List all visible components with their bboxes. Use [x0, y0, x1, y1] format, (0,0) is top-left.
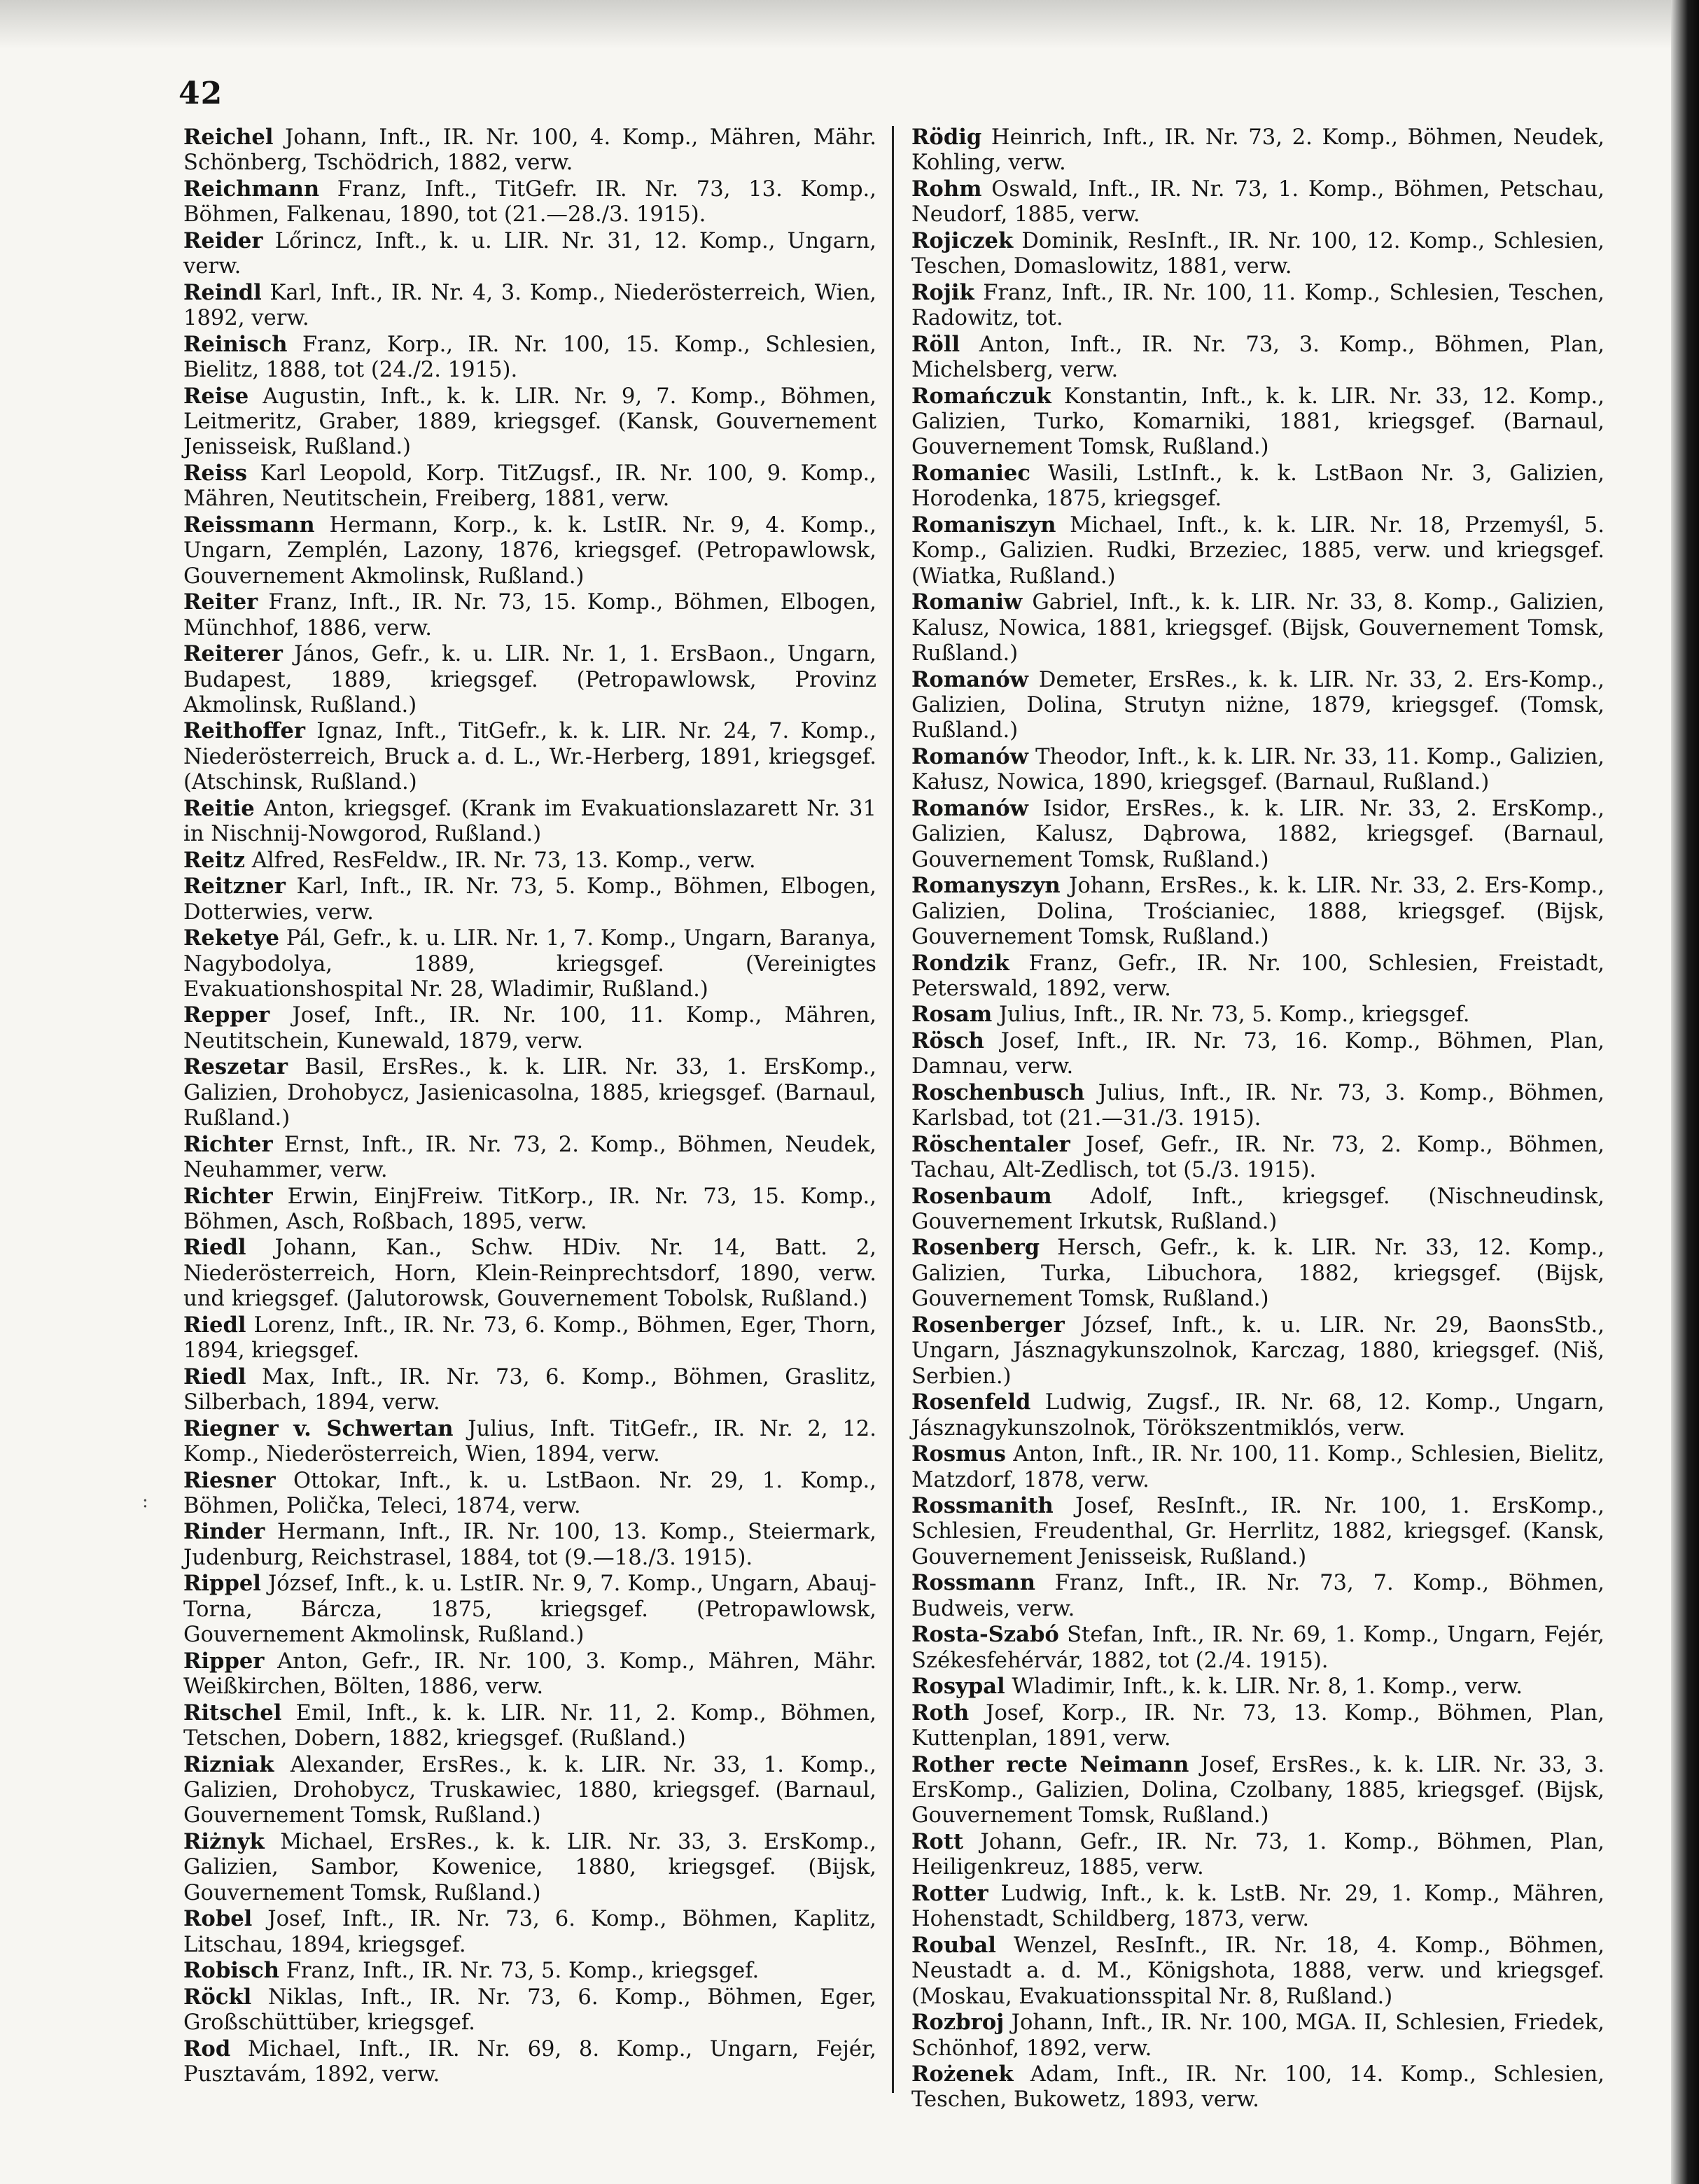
entry-details: Michael, ErsRes., k. k. LIR. Nr. 33, 3. ErsKomp., Galizien, Sambor, Kowenice, 1880, kriegsgef. (Bijsk, Gouvernement Tomsk, Rußland.) — [183, 1829, 876, 1905]
entry-surname: Röschentaler — [911, 1131, 1070, 1157]
entry-details: Julius, Inft., IR. Nr. 73, 3. Komp., Böhmen, Karlsbad, tot (21.—31./3. 1915). — [911, 1080, 1604, 1131]
entry-details: Ottokar, Inft., k. u. LstBaon. Nr. 29, 1. Komp., Böhmen, Polička, Teleci, 1874, verw. — [183, 1468, 876, 1519]
register-entry — [911, 1390, 1604, 1441]
register-entry — [183, 280, 876, 332]
entry-surname: Romanów — [911, 666, 1029, 692]
register-entry — [911, 228, 1604, 280]
entry-details: Basil, ErsRes., k. k. LIR. Nr. 33, 1. ErsKomp., Galizien, Drohobycz, Jasienicasolna, 1885, kriegsgef. (Barnaul, Rußland.) — [183, 1055, 876, 1131]
entry-details: Wenzel, ResInft., IR. Nr. 18, 4. Komp., Böhmen, Neustadt a. d. M., Königshota, 1888, verw. und kriegsgef. (Moskau, Evakuationsspital Nr. 8, Rußland.) — [911, 1933, 1604, 2009]
entry-surname: Roschenbusch — [911, 1079, 1085, 1105]
register-entry — [911, 1002, 1604, 1028]
register-entry — [183, 796, 876, 848]
entry-details: Franz, Inft., IR. Nr. 73, 7. Komp., Böhmen, Budweis, verw. — [911, 1571, 1604, 1621]
entry-surname: Rosenberger — [911, 1312, 1065, 1338]
register-entry — [911, 1752, 1604, 1829]
entry-details: Josef, Korp., IR. Nr. 73, 13. Komp., Böhmen, Plan, Kuttenplan, 1891, verw. — [911, 1700, 1604, 1751]
register-entry — [183, 1519, 876, 1571]
register-entry — [183, 1700, 876, 1752]
register-entry — [183, 1002, 876, 1054]
register-entry — [183, 1571, 876, 1648]
register-entry — [183, 1054, 876, 1131]
entry-surname: Roth — [911, 1700, 970, 1726]
entry-details: Franz, Inft., IR. Nr. 73, 15. Komp., Böhmen, Elbogen, Münchhof, 1886, verw. — [183, 590, 876, 640]
entry-surname: Ripper — [183, 1648, 265, 1674]
register-entry — [183, 589, 876, 641]
entry-surname: Rott — [911, 1828, 964, 1854]
register-entry — [911, 1493, 1604, 1570]
entry-details: Johann, Inft., IR. Nr. 100, MGA. II, Schlesien, Friedek, Schönhof, 1892, verw. — [911, 2010, 1604, 2061]
entry-surname: Rother recte Neimann — [911, 1751, 1189, 1777]
entry-surname: Rödig — [911, 125, 982, 150]
entry-details: Alfred, ResFeldw., IR. Nr. 73, 13. Komp., verw. — [245, 848, 756, 873]
entry-surname: Reichmann — [183, 176, 320, 202]
register-entry — [183, 332, 876, 384]
register-entry — [183, 1958, 876, 1984]
column-divider — [892, 126, 894, 2093]
entry-details: Josef, Inft., IR. Nr. 73, 16. Komp., Böhmen, Plan, Damnau, verw. — [911, 1028, 1604, 1079]
entry-surname: Reider — [183, 227, 263, 253]
entry-surname: Robel — [183, 1906, 253, 1932]
page-number: 42 — [179, 76, 223, 111]
register-entry — [183, 874, 876, 925]
register-entry — [183, 125, 876, 176]
entry-details: Josef, Inft., IR. Nr. 100, 11. Komp., Mähren, Neutitschein, Kunewald, 1879, verw. — [183, 1003, 876, 1054]
entry-details: Franz, Korp., IR. Nr. 100, 15. Komp., Schlesien, Bielitz, 1888, tot (24./2. 1915). — [183, 332, 876, 383]
entry-surname: Romanyszyn — [911, 873, 1061, 899]
register-entry — [911, 1080, 1604, 1132]
entry-details: Stefan, Inft., IR. Nr. 69, 1. Komp., Ungarn, Fejér, Székesfehérvár, 1882, tot (2./4. 1915). — [911, 1623, 1604, 1673]
register-entry — [911, 1700, 1604, 1752]
entry-surname: Rożenek — [911, 2061, 1014, 2087]
entry-details: József, Inft., k. u. LstIR. Nr. 9, 7. Komp., Ungarn, Abauj-Torna, Bárcza, 1875, kriegsgef. (Petropawlowsk, Gouvernement Akmolinsk, Rußland.) — [183, 1572, 876, 1648]
entry-details: Ignaz, Inft., TitGefr., k. k. LIR. Nr. 24, 7. Komp., Niederösterreich, Bruck a. d. L., Wr.-Herberg, 1891, kriegsgef. (Atschinsk, Rußland.) — [183, 719, 876, 795]
entry-details: Konstantin, Inft., k. k. LIR. Nr. 33, 12. Komp., Galizien, Turko, Komarniki, 1881, kriegsgef. (Barnaul, Gouvernement Tomsk, Rußland.) — [911, 384, 1604, 460]
entry-details: Franz, Inft., TitGefr. IR. Nr. 73, 13. Komp., Böhmen, Falkenau, 1890, tot (21.—28./3. 1915). — [183, 176, 876, 227]
entry-details: Franz, Inft., IR. Nr. 73, 5. Komp., kriegsgef. — [279, 1959, 760, 1984]
register-entry — [183, 1829, 876, 1906]
entry-surname: Rosypal — [911, 1674, 1005, 1700]
register-entry — [183, 1416, 876, 1468]
entry-surname: Romaniec — [911, 460, 1030, 486]
entry-details: Wasili, LstInft., k. k. LstBaon Nr. 3, Galizien, Horodenka, 1875, kriegsgef. — [911, 461, 1604, 512]
register-entry — [911, 1132, 1604, 1184]
entry-surname: Riedl — [183, 1312, 246, 1338]
register-entry — [911, 2010, 1604, 2062]
entry-surname: Reinisch — [183, 331, 288, 357]
left-column — [183, 125, 876, 2087]
entry-surname: Rinder — [183, 1519, 265, 1545]
scan-shadow-top — [0, 0, 1699, 49]
register-entry — [911, 1881, 1604, 1933]
entry-details: Gabriel, Inft., k. k. LIR. Nr. 33, 8. Komp., Galizien, Kalusz, Nowica, 1881, kriegsgef. (Bijsk, Gouvernement Tomsk, Rußland.) — [911, 590, 1604, 666]
entry-details: Anton, Gefr., IR. Nr. 100, 3. Komp., Mähren, Mähr. Weißkirchen, Bölten, 1886, verw. — [183, 1648, 876, 1700]
entry-details: Augustin, Inft., k. k. LIR. Nr. 9, 7. Komp., Böhmen, Leitmeritz, Graber, 1889, kriegsgef. (Kansk, Gouvernement Jenisseisk, Rußland.) — [183, 384, 876, 460]
entry-details: Dominik, ResInft., IR. Nr. 100, 12. Komp., Schlesien, Teschen, Domaslowitz, 1881, verw. — [911, 228, 1604, 279]
register-entry — [183, 1364, 876, 1416]
register-entry — [911, 384, 1604, 461]
entry-surname: Riżnyk — [183, 1828, 265, 1854]
register-entry — [911, 512, 1604, 589]
entry-surname: Romaniw — [911, 589, 1023, 615]
register-entry — [911, 1829, 1604, 1881]
entry-surname: Rozbroj — [911, 2010, 1005, 2036]
register-entry — [911, 461, 1604, 512]
register-entry — [183, 1752, 876, 1829]
register-entry — [911, 873, 1604, 950]
entry-details: Josef, ResInft., IR. Nr. 100, 1. ErsKomp., Schlesien, Freudenthal, Gr. Herrlitz, 1882, kriegsgef. (Kansk, Gouvernement Jenisseisk, Rußland.) — [911, 1494, 1604, 1569]
register-entry — [183, 1648, 876, 1700]
register-entry — [183, 1312, 876, 1364]
entry-details: József, Inft., k. u. LIR. Nr. 29, BaonsStb., Ungarn, Jásznagykunszolnok, Karczag, 1880, kriegsgef. (Niš, Serbien.) — [911, 1312, 1604, 1389]
entry-surname: Rizniak — [183, 1751, 274, 1777]
entry-details: Karl Leopold, Korp. TitZugsf., IR. Nr. 100, 9. Komp., Mähren, Neutitschein, Freiberg, 1881, verw. — [183, 461, 876, 512]
entry-details: Anton, kriegsgef. (Krank im Evakuationslazarett Nr. 31 in Nischnij-Nowgorod, Rußland.) — [183, 796, 876, 847]
entry-details: Lorenz, Inft., IR. Nr. 73, 6. Komp., Böhmen, Eger, Thorn, 1894, kriegsgef. — [183, 1312, 876, 1364]
entry-details: Demeter, ErsRes., k. k. LIR. Nr. 33, 2. Ers-Komp., Galizien, Dolina, Strutyn niżne, 1879, kriegsgef. (Tomsk, Rußland.) — [911, 667, 1604, 743]
register-entry — [911, 1441, 1604, 1493]
entry-details: Josef, Gefr., IR. Nr. 73, 2. Komp., Böhmen, Tachau, Alt-Zedlisch, tot (5./3. 1915). — [911, 1132, 1604, 1183]
entry-surname: Robisch — [183, 1958, 279, 1984]
entry-details: Johann, Kan., Schw. HDiv. Nr. 14, Batt. 2, Niederösterreich, Horn, Klein-Reinprechtsdorf, 1890, verw. und kriegsgef. (Jalutorowsk, Gouvernement Tobolsk, Rußland.) — [183, 1236, 876, 1312]
register-entry — [183, 384, 876, 461]
register-entry — [911, 589, 1604, 666]
entry-surname: Riedl — [183, 1364, 246, 1390]
entry-details: Erwin, EinjFreiw. TitKorp., IR. Nr. 73, 15. Komp., Böhmen, Asch, Roßbach, 1895, verw. — [183, 1184, 876, 1235]
register-entry — [183, 848, 876, 874]
entry-details: Karl, Inft., IR. Nr. 4, 3. Komp., Niederösterreich, Wien, 1892, verw. — [183, 280, 876, 331]
entry-surname: Rosenfeld — [911, 1390, 1031, 1415]
entry-surname: Reitz — [183, 847, 246, 873]
register-entry — [183, 2036, 876, 2088]
entry-surname: Romaniszyn — [911, 512, 1056, 538]
entry-surname: Röll — [911, 331, 960, 357]
register-entry — [183, 718, 876, 795]
entry-surname: Rod — [183, 2036, 231, 2062]
entry-surname: Repper — [183, 1002, 270, 1028]
register-entry — [911, 1622, 1604, 1674]
entry-details: Johann, ErsRes., k. k. LIR. Nr. 33, 2. Ers-Komp., Galizien, Dolina, Trościaniec, 1888, kriegsgef. (Bijsk, Gouvernement Tomsk, Rußland.) — [911, 874, 1604, 950]
entry-details: Hersch, Gefr., k. k. LIR. Nr. 33, 12. Komp., Galizien, Turka, Libuchora, 1882, kriegsgef. (Bijsk, Gouvernement Tomsk, Rußland.) — [911, 1236, 1604, 1312]
entry-details: Josef, ErsRes., k. k. LIR. Nr. 33, 3. ErsKomp., Galizien, Dolina, Czolbany, 1885, kriegsgef. (Bijsk, Gouvernement Tomsk, Rußland.) — [911, 1752, 1604, 1828]
register-entry — [911, 176, 1604, 228]
entry-surname: Riegner v. Schwertan — [183, 1415, 454, 1441]
entry-details: Josef, Inft., IR. Nr. 73, 6. Komp., Böhmen, Kaplitz, Litschau, 1894, kriegsgef. — [183, 1907, 876, 1957]
entry-surname: Röckl — [183, 1984, 252, 2010]
entry-details: Hermann, Inft., IR. Nr. 100, 13. Komp., Steiermark, Judenburg, Reichstrasel, 1884, tot (9.—18./3. 1915). — [183, 1520, 876, 1570]
register-entry — [911, 1674, 1604, 1700]
register-entry — [183, 1132, 876, 1184]
entry-surname: Reindl — [183, 279, 262, 305]
register-entry — [911, 125, 1604, 176]
register-entry — [911, 744, 1604, 796]
register-entry — [911, 1570, 1604, 1622]
entry-surname: Ritschel — [183, 1700, 282, 1726]
entry-surname: Reiter — [183, 589, 258, 615]
register-entry — [911, 280, 1604, 332]
entry-details: Wladimir, Inft., k. k. LIR. Nr. 8, 1. Komp., verw. — [1005, 1674, 1523, 1700]
entry-details: Adam, Inft., IR. Nr. 100, 14. Komp., Schlesien, Teschen, Bukowetz, 1893, verw. — [911, 2062, 1604, 2113]
register-entry — [183, 461, 876, 512]
entry-surname: Reithoffer — [183, 718, 305, 744]
entry-details: Theodor, Inft., k. k. LIR. Nr. 33, 11. Komp., Galizien, Kałusz, Nowica, 1890, kriegsgef. (Barnaul, Rußland.) — [911, 744, 1604, 795]
entry-surname: Reise — [183, 383, 249, 409]
entry-surname: Reketye — [183, 925, 279, 951]
entry-surname: Rohm — [911, 176, 982, 202]
register-entry — [183, 925, 876, 1002]
entry-details: Ernst, Inft., IR. Nr. 73, 2. Komp., Böhmen, Neudek, Neuhammer, verw. — [183, 1132, 876, 1183]
entry-surname: Rojik — [911, 279, 974, 305]
entry-details: János, Gefr., k. u. LIR. Nr. 1, 1. ErsBaon., Ungarn, Budapest, 1889, kriegsgef. (Petropawlowsk, Provinz Akmolinsk, Rußland.) — [183, 642, 876, 718]
entry-details: Hermann, Korp., k. k. LstIR. Nr. 9, 4. Komp., Ungarn, Zemplén, Lazony, 1876, kriegsgef. (Petropawlowsk, Gouvernement Akmolinsk, Rußland.) — [183, 512, 876, 589]
register-entry — [911, 1933, 1604, 2010]
register-entry — [911, 1028, 1604, 1080]
entry-surname: Reitzner — [183, 874, 286, 899]
register-entry — [183, 1984, 876, 2036]
register-entry — [183, 512, 876, 589]
entry-surname: Reszetar — [183, 1054, 288, 1080]
entry-details: Ludwig, Zugsf., IR. Nr. 68, 12. Komp., Ungarn, Jásznagykunszolnok, Törökszentmiklós, verw. — [911, 1390, 1604, 1441]
entry-surname: Rippel — [183, 1571, 261, 1597]
entry-surname: Romanów — [911, 743, 1029, 769]
register-entry — [183, 1906, 876, 1958]
entry-details: Johann, Inft., IR. Nr. 100, 4. Komp., Mähren, Mähr. Schönberg, Tschödrich, 1882, verw. — [183, 125, 876, 176]
entry-details: Karl, Inft., IR. Nr. 73, 5. Komp., Böhmen, Elbogen, Dotterwies, verw. — [183, 874, 876, 925]
entry-surname: Rossmanith — [911, 1493, 1054, 1519]
entry-details: Lőrincz, Inft., k. u. LIR. Nr. 31, 12. Komp., Ungarn, verw. — [183, 228, 876, 279]
entry-details: Julius, Inft., IR. Nr. 73, 5. Komp., kriegsgef. — [992, 1002, 1470, 1028]
entry-details: Heinrich, Inft., IR. Nr. 73, 2. Komp., Böhmen, Neudek, Kohling, verw. — [911, 125, 1604, 176]
register-entry — [183, 176, 876, 228]
entry-surname: Roubal — [911, 1932, 996, 1958]
entry-surname: Rossmann — [911, 1570, 1035, 1596]
entry-surname: Reitie — [183, 795, 255, 821]
entry-surname: Reichel — [183, 125, 274, 150]
scan-shadow-right — [1671, 0, 1699, 2184]
stray-mark: : — [142, 1491, 148, 1512]
entry-details: Pál, Gefr., k. u. LIR. Nr. 1, 7. Komp., Ungarn, Baranya, Nagybodolya, 1889, kriegsgef. (Vereinigtes Evakuationshospital Nr. 28, Wladimir, Rußland.) — [183, 926, 876, 1002]
register-entry — [911, 1184, 1604, 1236]
entry-details: Adolf, Inft., kriegsgef. (Nischneudinsk, Gouvernement Irkutsk, Rußland.) — [911, 1184, 1604, 1235]
entry-surname: Rojiczek — [911, 227, 1014, 253]
register-entry — [911, 667, 1604, 744]
entry-surname: Reiss — [183, 460, 247, 486]
entry-details: Franz, Inft., IR. Nr. 100, 11. Komp., Schlesien, Teschen, Radowitz, tot. — [911, 280, 1604, 331]
register-entry — [911, 1312, 1604, 1390]
register-entry — [183, 228, 876, 280]
entry-surname: Richter — [183, 1183, 273, 1209]
entry-surname: Romanów — [911, 795, 1029, 821]
register-entry — [183, 1184, 876, 1236]
register-entry — [911, 796, 1604, 873]
entry-surname: Reiterer — [183, 641, 283, 667]
entry-details: Franz, Gefr., IR. Nr. 100, Schlesien, Freistadt, Peterswald, 1892, verw. — [911, 951, 1604, 1001]
entry-surname: Richter — [183, 1131, 273, 1157]
entry-details: Oswald, Inft., IR. Nr. 73, 1. Komp., Böhmen, Petschau, Neudorf, 1885, verw. — [911, 176, 1604, 227]
entry-surname: Rosta-Szabó — [911, 1622, 1059, 1648]
register-entry — [183, 1235, 876, 1312]
entry-details: Johann, Gefr., IR. Nr. 73, 1. Komp., Böhmen, Plan, Heiligenkreuz, 1885, verw. — [911, 1829, 1604, 1880]
register-entry — [911, 2062, 1604, 2113]
entry-surname: Rotter — [911, 1880, 988, 1906]
register-entry — [183, 1468, 876, 1520]
entry-surname: Rosenbaum — [911, 1183, 1052, 1209]
entry-details: Julius, Inft. TitGefr., IR. Nr. 2, 12. Komp., Niederösterreich, Wien, 1894, verw. — [183, 1416, 876, 1467]
entry-details: Anton, Inft., IR. Nr. 73, 3. Komp., Böhmen, Plan, Michelsberg, verw. — [911, 332, 1604, 383]
entry-surname: Romańczuk — [911, 383, 1051, 409]
entry-details: Michael, Inft., IR. Nr. 69, 8. Komp., Ungarn, Fejér, Pusztavám, 1892, verw. — [183, 2036, 876, 2087]
register-entry — [183, 641, 876, 718]
entry-details: Alexander, ErsRes., k. k. LIR. Nr. 33, 1. Komp., Galizien, Drohobycz, Truskawiec, 1880, kriegsgef. (Barnaul, Gouvernement Tomsk, Rußland.) — [183, 1752, 876, 1828]
entry-surname: Rondzik — [911, 950, 1009, 976]
entry-surname: Reissmann — [183, 512, 315, 538]
right-column — [911, 125, 1604, 2113]
entry-details: Niklas, Inft., IR. Nr. 73, 6. Komp., Böhmen, Eger, Großschüttüber, kriegsgef. — [183, 1984, 876, 2036]
register-entry — [911, 1235, 1604, 1312]
entry-details: Michael, Inft., k. k. LIR. Nr. 18, Przemyśl, 5. Komp., Galizien. Rudki, Brzeziec, 1885, verw. und kriegsgef. (Wiatka, Rußland.) — [911, 512, 1604, 589]
entry-surname: Riedl — [183, 1235, 246, 1261]
register-entry — [911, 332, 1604, 384]
entry-details: Emil, Inft., k. k. LIR. Nr. 11, 2. Komp., Böhmen, Tetschen, Dobern, 1882, kriegsgef. (Rußland.) — [183, 1700, 876, 1751]
entry-details: Ludwig, Inft., k. k. LstB. Nr. 29, 1. Komp., Mähren, Hohenstadt, Schildberg, 1873, verw. — [911, 1881, 1604, 1932]
entry-surname: Rosam — [911, 1002, 993, 1028]
register-entry — [911, 951, 1604, 1002]
entry-surname: Rosmus — [911, 1441, 1006, 1467]
entry-surname: Riesner — [183, 1467, 276, 1493]
entry-details: Max, Inft., IR. Nr. 73, 6. Komp., Böhmen, Graslitz, Silberbach, 1894, verw. — [183, 1364, 876, 1415]
entry-surname: Rösch — [911, 1028, 984, 1054]
entry-details: Isidor, ErsRes., k. k. LIR. Nr. 33, 2. ErsKomp., Galizien, Kalusz, Dąbrowa, 1882, kriegsgef. (Barnaul, Gouvernement Tomsk, Rußland.) — [911, 796, 1604, 872]
entry-surname: Rosenberg — [911, 1235, 1040, 1261]
entry-details: Anton, Inft., IR. Nr. 100, 11. Komp., Schlesien, Bielitz, Matzdorf, 1878, verw. — [911, 1442, 1604, 1492]
